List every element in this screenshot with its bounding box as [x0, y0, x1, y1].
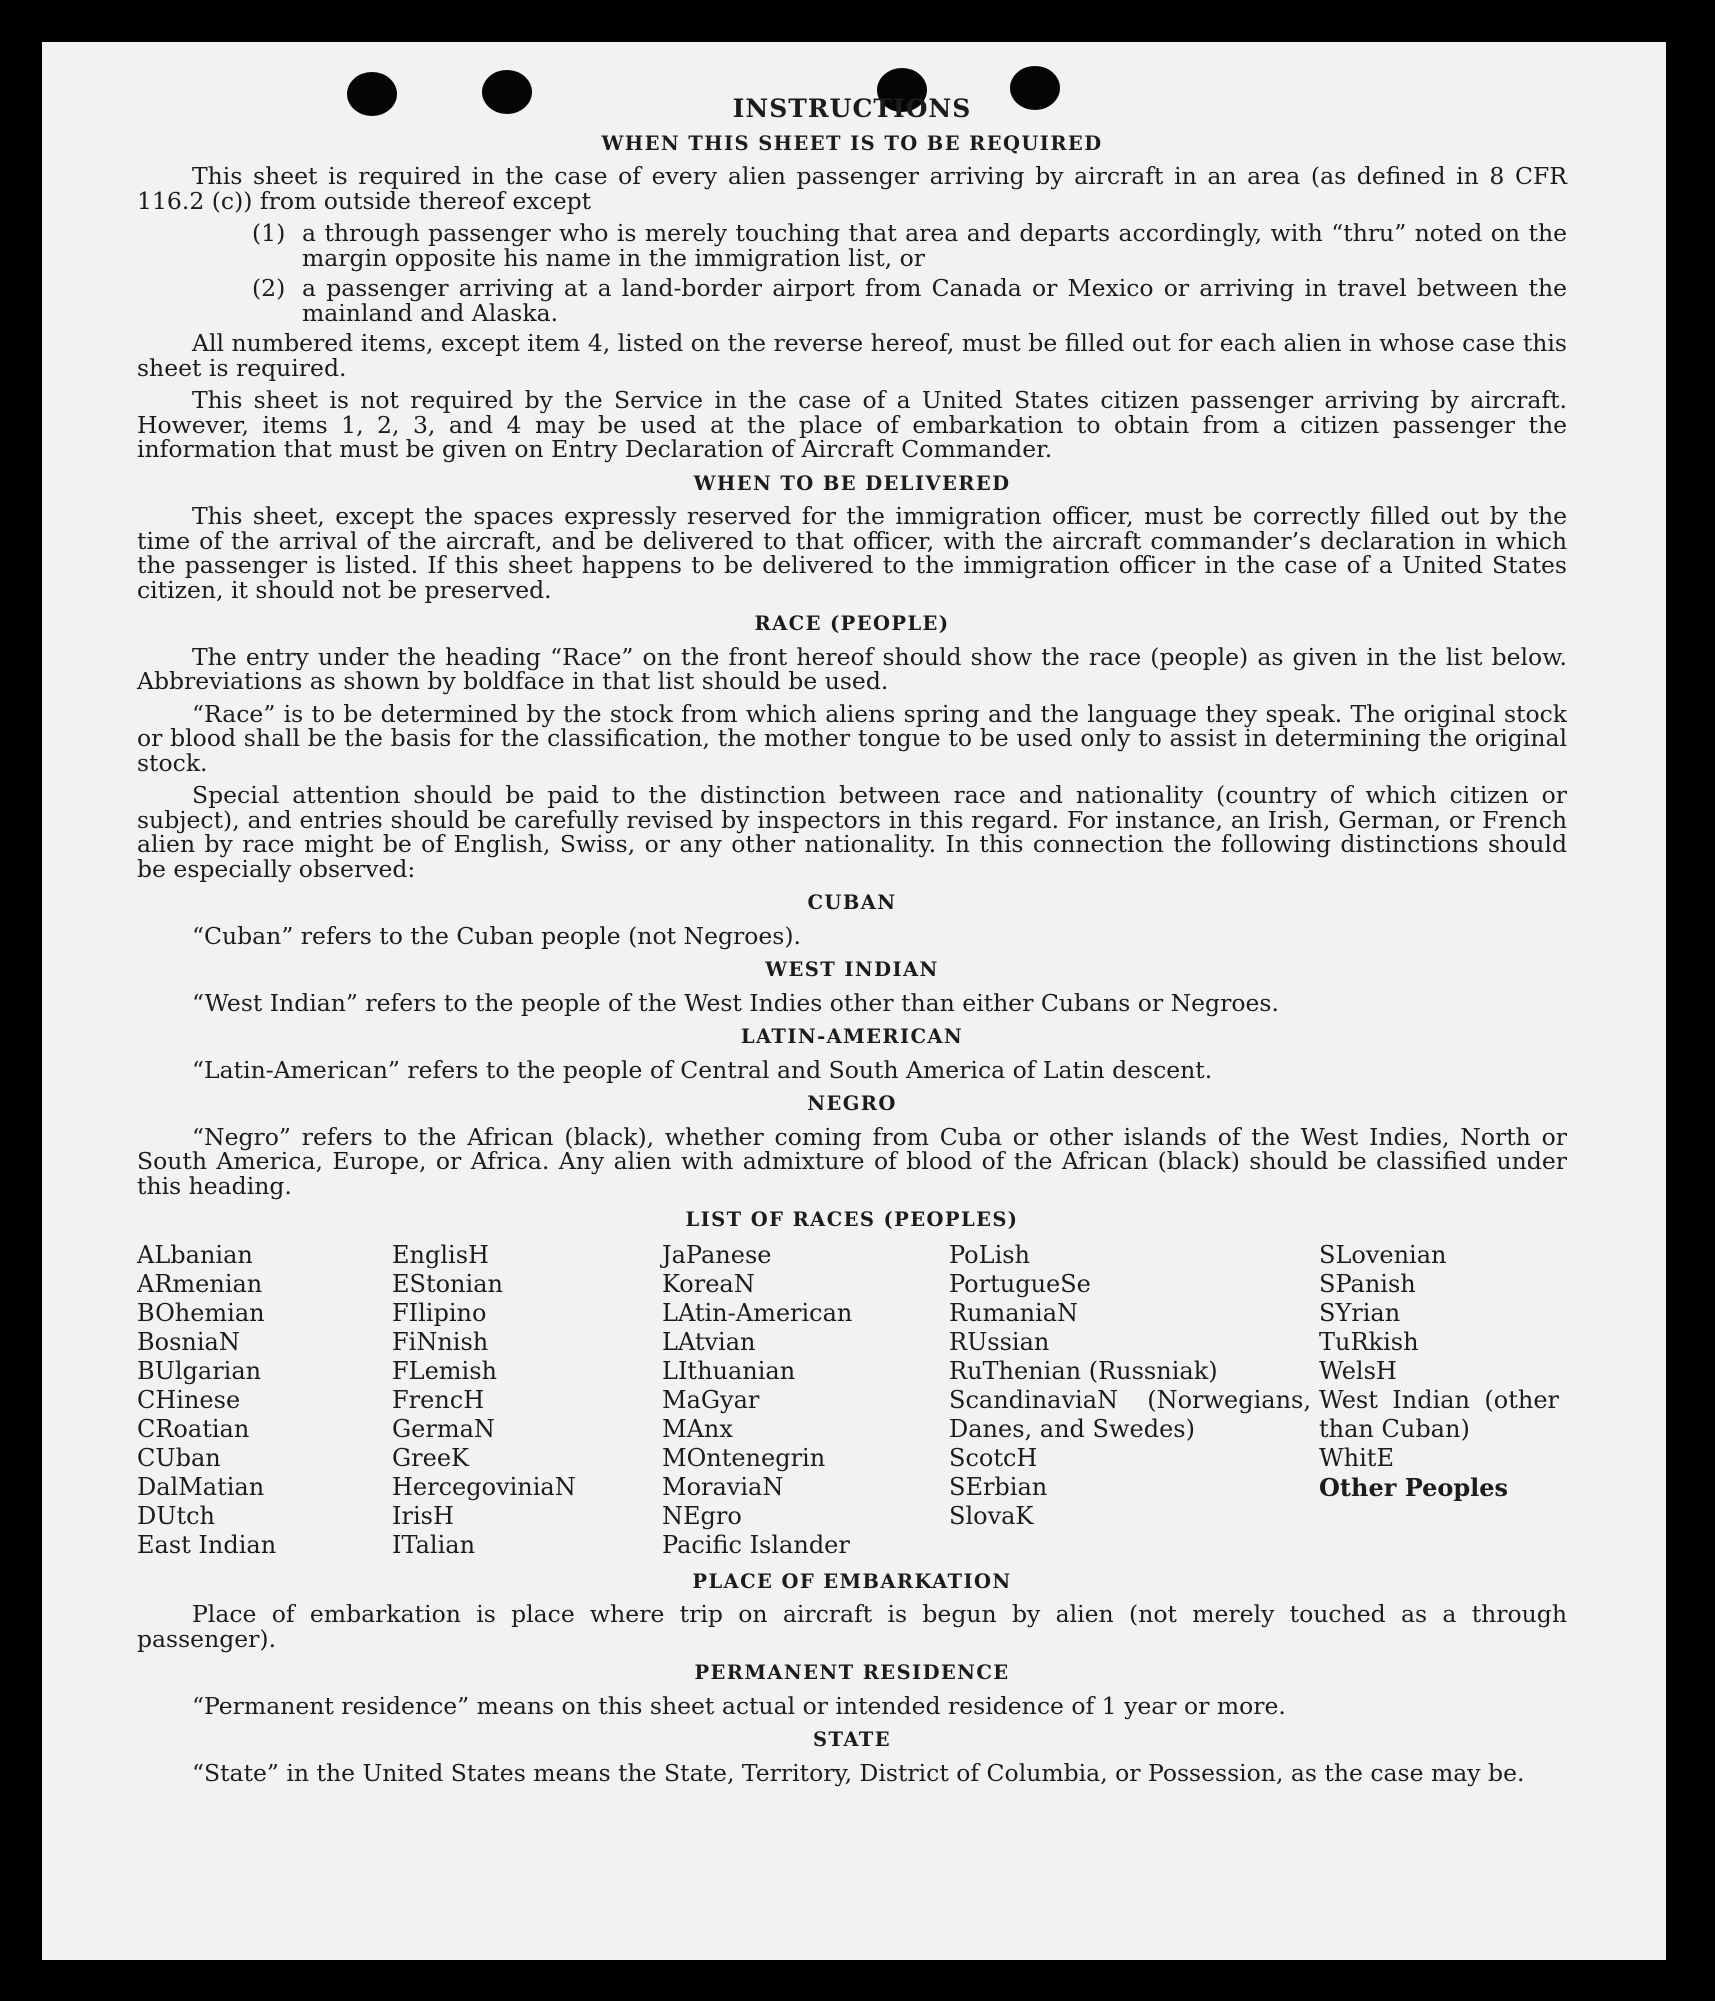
race-item: MaGyar: [662, 1385, 760, 1414]
race-item: CRoatian: [137, 1414, 250, 1443]
document-page: [42, 42, 1666, 1960]
race-item: NEgro: [662, 1501, 742, 1530]
required-item-2: [252, 276, 1567, 325]
race-item: Pacific Islander: [662, 1530, 850, 1559]
race-para-1: The entry under the heading “Race” on the front hereof should show the race (people) as given in the list below. Abbreviations as shown by boldface in that list should be used.: [137, 642, 1567, 695]
race-item: FLemish: [392, 1356, 497, 1385]
race-item: BOhemian: [137, 1298, 265, 1327]
races-column-2: [392, 1241, 662, 1560]
race-item: SlovaK: [949, 1501, 1034, 1530]
race-item: TuRkish: [1319, 1327, 1419, 1356]
race-item: MoraviaN: [662, 1472, 784, 1501]
race-item: LIthuanian: [662, 1356, 796, 1385]
heading-list-of-races: LIST OF RACES (PEOPLES): [685, 1208, 1019, 1231]
item-number: (1): [252, 219, 286, 247]
races-list: [137, 1241, 1567, 1560]
race-item: HercegoviniaN: [392, 1472, 576, 1501]
race-item: BosniaN: [137, 1327, 240, 1356]
instructions-body: [137, 94, 1567, 1793]
race-item: EStonian: [392, 1269, 503, 1298]
required-para-3: This sheet is not required by the Service in the case of a United States citizen passenger arriving by aircraft. However, items 1, 2, 3, and 4 may be used at the place of embarkation to obtain from a citizen passenger the information that must be given on Entry Declaration of Aircraft Commander.: [137, 386, 1567, 463]
races-column-3: [662, 1241, 949, 1560]
required-intro: This sheet is required in the case of every alien passenger arriving by aircraft in an area (as defined in 8 CFR 116.2 (c)) from outside thereof except: [137, 162, 1567, 215]
race-para-2: “Race” is to be determined by the stock from which aliens spring and the language they speak. The original stock or blood shall be the basis for the classification, the mother tongue to be used only to assist in determining the original stock.: [137, 699, 1567, 777]
race-item: ScotcH: [949, 1443, 1038, 1472]
race-item: ARmenian: [137, 1269, 263, 1298]
state-text: “State” in the United States means the State, Territory, District of Columbia, or Possession, as the case may be.: [192, 1758, 1525, 1787]
item-number: (2): [252, 274, 286, 302]
negro-text: “Negro” refers to the African (black), whether coming from Cuba or other islands of the West Indies, North or South America, Europe, or Africa. Any alien with admixture of blood of the African (black) should be classified under this heading.: [137, 1122, 1567, 1200]
heading-latin-american: LATIN-AMERICAN: [740, 1025, 964, 1048]
embarkation-text: Place of embarkation is place where trip on aircraft is begun by alien (not merely touched as a through passenger).: [137, 1600, 1567, 1653]
race-item: SErbian: [949, 1472, 1048, 1501]
race-item: KoreaN: [662, 1269, 755, 1298]
heading-race: RACE (PEOPLE): [754, 612, 950, 635]
race-item: CUban: [137, 1443, 221, 1472]
races-column-5: [1319, 1241, 1567, 1560]
race-item: WhitE: [1319, 1443, 1394, 1472]
race-item: FiNnish: [392, 1327, 489, 1356]
heading-embarkation: PLACE OF EMBARKATION: [692, 1569, 1012, 1593]
race-para-3: Special attention should be paid to the distinction between race and nationality (country of which citizen or subject), and entries should be carefully revised by inspectors in this regard. For instance, an Irish, German, or French alien by race might be of English, Swiss, or any other nationality. In this connection the following distinctions should be especially observed:: [137, 781, 1567, 883]
race-item: MAnx: [662, 1414, 733, 1443]
race-item: SYrian: [1319, 1298, 1401, 1327]
heading-cuban: CUBAN: [807, 891, 897, 914]
races-column-4: [949, 1241, 1319, 1560]
item-text: a passenger arriving at a land-border airport from Canada or Mexico or arriving in travel between the mainland and Alaska.: [302, 274, 1567, 327]
item-text: a through passenger who is merely touching that area and departs accordingly, with “thru” noted on the margin opposite his name in the immigration list, or: [302, 219, 1567, 272]
heading-residence: PERMANENT RESIDENCE: [694, 1661, 1010, 1684]
race-item: ScandinaviaN (Norwegians, Danes, and Swedes): [949, 1385, 1311, 1443]
race-item: DalMatian: [137, 1472, 265, 1501]
heading-state: STATE: [813, 1728, 891, 1751]
delivered-text: This sheet, except the spaces expressly reserved for the immigration officer, must be correctly filled out by the time of the arrival of the aircraft, and be delivered to that officer, with the aircraft commander’s declaration in which the passenger is listed. If this sheet happens to be delivered to the immigration officer in the case of a United States citizen, it should not be preserved.: [137, 502, 1567, 604]
race-item: SLovenian: [1319, 1240, 1447, 1269]
race-item: GreeK: [392, 1443, 469, 1472]
race-item: ALbanian: [137, 1240, 253, 1269]
race-item: RumaniaN: [949, 1298, 1079, 1327]
heading-negro: NEGRO: [807, 1092, 897, 1115]
race-item: West Indian (other than Cuban): [1319, 1385, 1559, 1443]
west-indian-text: “West Indian” refers to the people of the West Indies other than either Cubans or Negroes.: [192, 988, 1279, 1017]
race-item: BUlgarian: [137, 1356, 262, 1385]
races-column-1: [137, 1241, 392, 1560]
race-item: FrencH: [392, 1385, 485, 1414]
race-item: PoLish: [949, 1240, 1031, 1269]
race-item: LAtvian: [662, 1327, 756, 1356]
race-item: EnglisH: [392, 1240, 489, 1269]
required-para-2: All numbered items, except item 4, listed on the reverse hereof, must be filled out for each alien in whose case this sheet is required.: [137, 329, 1567, 382]
race-item: PortugueSe: [949, 1269, 1091, 1298]
latin-american-text: “Latin-American” refers to the people of Central and South America of Latin descent.: [192, 1055, 1213, 1084]
race-item: WelsH: [1319, 1356, 1397, 1385]
race-item: ITalian: [392, 1530, 476, 1559]
heading-west-indian: WEST INDIAN: [765, 958, 939, 981]
race-item: SPanish: [1319, 1269, 1416, 1298]
race-item: Other Peoples: [1319, 1472, 1509, 1502]
race-item: LAtin-American: [662, 1298, 853, 1327]
race-item: IrisH: [392, 1501, 454, 1530]
residence-text: “Permanent residence” means on this sheet actual or intended residence of 1 year or more.: [192, 1691, 1286, 1720]
race-item: CHinese: [137, 1385, 241, 1414]
cuban-text: “Cuban” refers to the Cuban people (not Negroes).: [192, 921, 802, 950]
race-item: RUssian: [949, 1327, 1050, 1356]
required-item-1: [252, 221, 1567, 270]
page-title: INSTRUCTIONS: [732, 94, 972, 123]
heading-delivered: WHEN TO BE DELIVERED: [693, 471, 1011, 495]
race-item: DUtch: [137, 1501, 216, 1530]
race-item: GermaN: [392, 1414, 495, 1443]
race-item: FIlipino: [392, 1298, 487, 1327]
heading-required: WHEN THIS SHEET IS TO BE REQUIRED: [601, 131, 1103, 155]
race-item: JaPanese: [662, 1240, 772, 1269]
race-item: MOntenegrin: [662, 1443, 826, 1472]
race-item: East Indian: [137, 1530, 277, 1559]
race-item: RuThenian (Russniak): [949, 1356, 1218, 1385]
